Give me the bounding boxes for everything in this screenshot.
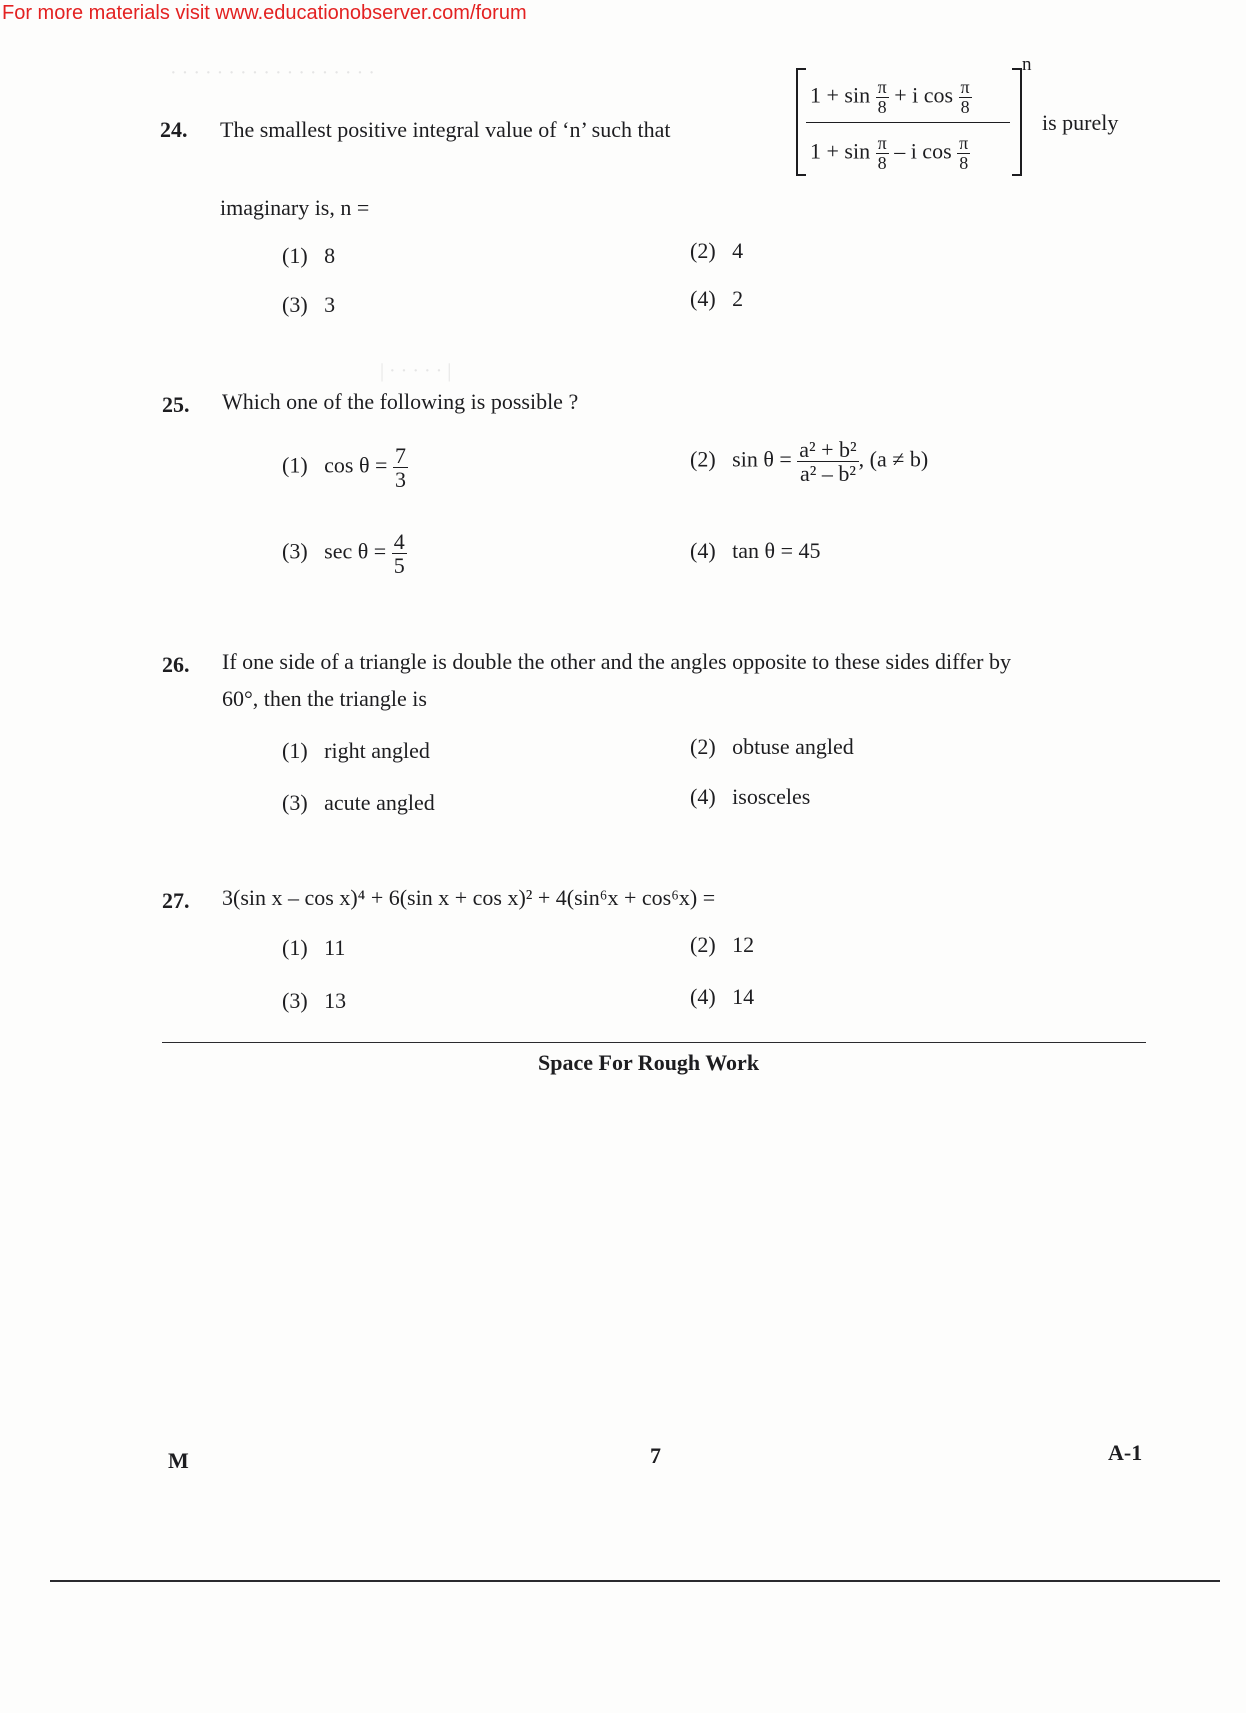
question-26-option-1[interactable]: (1) right angled — [282, 738, 430, 763]
question-24-text-line2: imaginary is, n = — [220, 195, 370, 220]
question-27-option-1[interactable]: (1) 11 — [282, 935, 346, 960]
bleed-through-text: · · · · · · · · · · · · · · · · · · — [170, 62, 375, 84]
watermark-link[interactable]: For more materials visit www.educationobserver.com/forum — [2, 2, 527, 24]
question-27-number: 27. — [162, 888, 190, 913]
footer-booklet-code: A-1 — [1108, 1440, 1143, 1465]
question-24-fraction-bar — [806, 122, 1010, 123]
footer-series-code: M — [168, 1448, 189, 1473]
question-24-number: 24. — [160, 117, 188, 142]
question-26-option-4[interactable]: (4) isosceles — [690, 784, 811, 809]
question-27-expression: 3(sin x – cos x)⁴ + 6(sin x + cos x)² + 4(sin⁶x + cos⁶x) = — [222, 885, 716, 910]
question-24-option-1[interactable]: (1) 8 — [282, 243, 336, 268]
question-24-text-after: is purely — [1042, 110, 1119, 135]
question-24-text: The smallest positive integral value of ‘n’ such that — [220, 117, 671, 142]
question-26-number: 26. — [162, 652, 190, 677]
question-24-numerator: 1 + sin $\frac{\pi}{8}$ + i cos $\frac{\pi}{8}$ — [810, 77, 970, 117]
rough-work-divider — [162, 1042, 1146, 1043]
page-number: 7 — [650, 1443, 661, 1468]
question-27-option-4[interactable]: (4) 14 — [690, 984, 755, 1009]
question-27-option-3[interactable]: (3) 13 — [282, 988, 347, 1013]
question-25-text: Which one of the following is possible ? — [222, 389, 579, 414]
question-25-option-3[interactable]: (3) sec θ = $\frac{4}{5}$ — [282, 529, 405, 579]
question-25-option-1[interactable]: (1) cos θ = $\frac{7}{3}$ — [282, 443, 406, 493]
question-25-option-2[interactable]: (2) sin θ = $\frac{\text{a² + b²}}{\text{a² – b²}}$ , (a ≠ b) — [690, 437, 929, 487]
question-26-option-3[interactable]: (3) acute angled — [282, 790, 435, 815]
question-25-option-4[interactable]: (4) tan θ = 45 — [690, 538, 821, 563]
question-27-option-2[interactable]: (2) 12 — [690, 932, 755, 957]
rough-work-label: Space For Rough Work — [538, 1050, 760, 1075]
question-24-exponent: n — [1022, 54, 1032, 75]
question-25-number: 25. — [162, 392, 190, 417]
page-bottom-edge — [50, 1580, 1220, 1582]
question-26-line1: If one side of a triangle is double the other and the angles opposite to these sides differ by — [222, 649, 1011, 674]
question-24-option-3[interactable]: (3) 3 — [282, 292, 336, 317]
question-24-option-2[interactable]: (2) 4 — [690, 238, 744, 263]
question-26-option-2[interactable]: (2) obtuse angled — [690, 734, 854, 759]
question-24-option-4[interactable]: (4) 2 — [690, 286, 744, 311]
bleed-through-matrix: | · · · · · | — [380, 360, 452, 382]
question-26-line2: 60°, then the triangle is — [222, 686, 427, 711]
question-24-denominator: 1 + sin $\frac{\pi}{8}$ – i cos $\frac{\pi}{8}$ — [810, 133, 969, 173]
